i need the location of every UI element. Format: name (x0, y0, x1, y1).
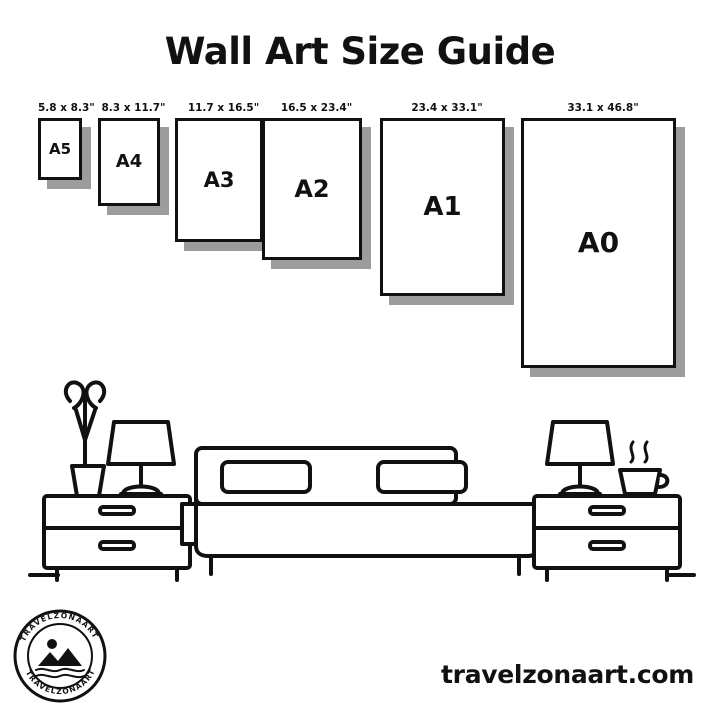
size-comparison-row (0, 102, 720, 400)
frame-a0[interactable] (521, 118, 676, 368)
frame-a3[interactable] (175, 118, 263, 242)
site-url: travelzonaart.com (441, 660, 694, 689)
frame-size-name: A2 (294, 175, 330, 203)
frame-a1[interactable] (380, 118, 505, 296)
size-option-a0[interactable] (521, 102, 685, 377)
frame-size-name: A0 (577, 226, 620, 259)
size-dimension-label: 16.5 x 23.4" (280, 102, 353, 114)
brand-logo (12, 608, 108, 704)
coffee-cup (620, 442, 667, 494)
frame-a5[interactable] (38, 118, 82, 180)
svg-text:TRAVELZONAART (18, 611, 100, 643)
size-option-a4[interactable] (98, 102, 169, 215)
size-option-a5[interactable] (38, 102, 95, 189)
nightstand-left (44, 496, 190, 580)
size-dimension-label: 33.1 x 46.8" (567, 102, 639, 114)
frame-size-name: A5 (48, 139, 72, 158)
logo-text-top: TRAVELZONAART (18, 610, 101, 643)
nightstand-right (534, 496, 680, 580)
page-title: Wall Art Size Guide (164, 30, 556, 73)
size-dimension-label: 8.3 x 11.7" (101, 102, 166, 114)
size-dimension-label: 5.8 x 8.3" (38, 102, 95, 114)
bed (182, 448, 540, 574)
size-option-a3[interactable] (175, 102, 272, 251)
size-dimension-label: 11.7 x 16.5" (187, 102, 260, 114)
table-lamp-left (108, 422, 174, 494)
bedroom-illustration (0, 370, 720, 610)
frame-size-name: A4 (115, 151, 143, 172)
size-option-a1[interactable] (380, 102, 514, 305)
table-lamp-right (547, 422, 613, 494)
size-option-a2[interactable] (262, 102, 371, 269)
frame-size-name: A3 (203, 167, 235, 192)
frame-a4[interactable] (98, 118, 160, 206)
logo-text-bottom: TRAVELZONAART (23, 667, 98, 697)
size-dimension-label: 23.4 x 33.1" (411, 102, 483, 114)
frame-size-name: A1 (423, 192, 462, 222)
vase-with-flowers (66, 382, 104, 496)
frame-a2[interactable] (262, 118, 362, 260)
